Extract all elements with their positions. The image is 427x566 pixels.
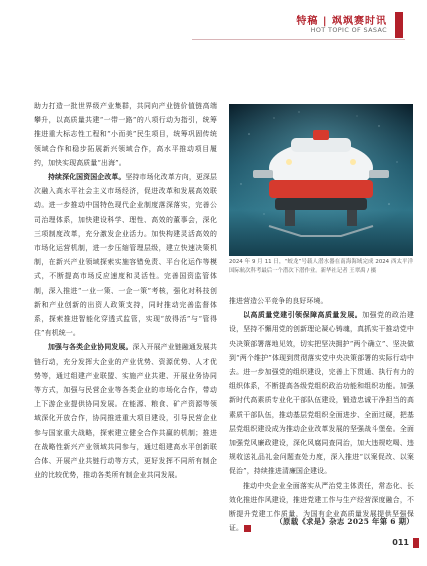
header-divider	[192, 39, 405, 40]
paragraph: 持续深化国资国企改革。坚持市场化改革方向，更深层次融入高水平社会主义市场经济，促进改革和发展高效联动。进一步推动中国特色现代企业制度落深落实，完善公司治理体系，加快建设科学、理性、高效的董事会，深化三项制度改革，充分激发企业活力。加快构建灵活高效的市场化运营机制，进一步压缩管理层级，建立快速决策机制，在新兴产业领域探索实施容错免责、平台化运作等模式，不断提高市场反应速度和灵活性。完善国资监管体制，深入推进“一业一策、一企一策”考核，强化对科技创新和产业创新的出资人政策支持，同时推动完善监督体系，探索推进智能化穿透式监管，实现“放得活”与“管得住”有机统一。	[34, 173, 218, 338]
paragraph-lead: 以高质量党建引领保障高质量发展。	[243, 311, 363, 320]
paragraph-lead: 加强与各类企业协同发展。	[48, 343, 133, 352]
page-header	[235, 10, 405, 40]
submersible-illustration	[229, 104, 413, 256]
submersible-photo	[229, 104, 413, 256]
source-citation: （原载《求是》杂志 2025 年第 6 期）	[275, 517, 414, 526]
paragraph: 助力打造一批世界级产业集群，共同向产业链价值链高端攀升，以高质量共建“一带一路”的八项行动为指引，统筹推进重大标志性工程和“小而美”民生项目，统筹巩固传统领域合作和稳步拓展新兴领域合作，高水平推动项目履约，加快实现高质量“出海”。	[34, 102, 217, 167]
paragraph: 推进营造公平竞争的良好环境。	[229, 297, 328, 305]
section-title: 特稿 | 飒飒赛时讯	[296, 16, 387, 27]
paragraph: 以高质量党建引领保障高质量发展。加强党的政治建设，坚持不懈用党的创新理论凝心铸魂，真抓实干推动党中央决策部署落地见效，切实把坚决拥护“两个确立”、坚决做到“两个维护”体现到贯彻落实党中央决策部署的实际行动中去。进一步加强党的组织建设，完善上下贯通、执行有力的组织体系，不断提高各级党组织政治功能和组织功能。加强新时代高素质专业化干部队伍建设，锻造忠诚干净担当的高素质干部队伍，推动基层党组织全面进步、全面过硬，把基层党组织建设成为推动企业改革发展的坚强战斗堡垒。全面加强党风廉政建设，深化风腐同查同治，加大违规吃喝、违规收送礼品礼金问题查处力度，深入推进“以案促改、以案促治”，持续推进清廉国企建设。	[229, 311, 414, 476]
photo-caption: 2024 年 9 月 11 日，“蛟龙”号载人潜水器在南海海域完成 2024 西太平洋国际航次科考最后一个潜次下潜作业。新华社记者 王翠禹 / 摄	[229, 259, 413, 274]
page-number: 011	[392, 538, 409, 547]
paragraph-lead: 持续深化国资国企改革。	[48, 173, 126, 182]
section-subtitle: HOT TOPIC OF SASAC	[310, 26, 387, 34]
paragraph: 加强与各类企业协同发展。深入开展产业链融通发展共链行动，充分发挥大企业的产业优势、资源优势、人才优势等，通过组建产业联盟、实施产业共建、开展业务协同等方式，加强与民营企业等各类企业的市场化合作，带动上下游企业提供协同发展。在能源、粮食、矿产资源等领域深化开放合作，协同推进重大项目建设，引导民营企业参与国家重大战略，探索建立健全合作共赢的机制；推进在战略性新兴产业领域共同参与，通过组建高水平创新联合体、开展产业共链行动等方式，更好发挥不同所有制企业的比较优势，推动各类所有制企业共同发展。	[34, 343, 217, 480]
paragraph: 推动中央企业全面落实从严治党主体责任，常态化、长效化推进作风建设，推进党建工作与生产经营深度融合，不断提升党建工作质量，为国有企业高质量发展提供坚强保证。	[229, 481, 414, 533]
page-number-accent	[413, 538, 419, 548]
header-accent-bar	[395, 12, 403, 38]
left-column	[34, 99, 217, 551]
